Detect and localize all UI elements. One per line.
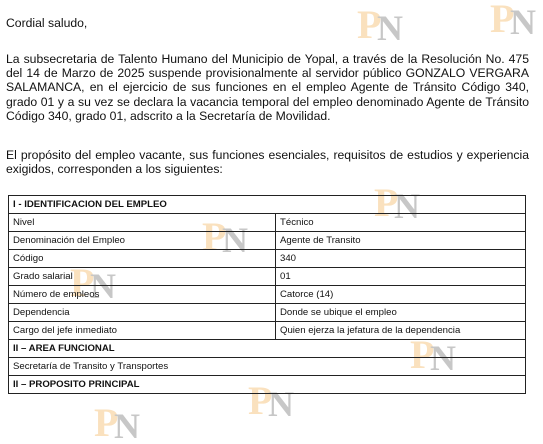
section-heading-area: II – AREA FUNCIONAL <box>9 340 526 358</box>
svg-text:P: P <box>70 260 95 304</box>
svg-text:P: P <box>202 214 227 258</box>
row-value: Técnico <box>276 214 526 232</box>
svg-text:N: N <box>90 266 116 304</box>
table-row <box>9 214 526 232</box>
table-row <box>9 304 526 322</box>
table-row <box>9 250 526 268</box>
svg-text:N: N <box>377 8 403 46</box>
job-identification-table <box>8 195 526 394</box>
table-row <box>9 232 526 250</box>
svg-text:N: N <box>394 186 420 224</box>
letter-greeting: Cordial saludo, <box>6 16 88 30</box>
row-value: Agente de Transito <box>276 232 526 250</box>
table-row <box>9 358 526 376</box>
row-label: Cargo del jefe inmediato <box>9 322 276 340</box>
row-label: Denominación del Empleo <box>9 232 276 250</box>
row-value: Quien ejerza la jefatura de la dependencia <box>276 322 526 340</box>
table-section-row <box>9 196 526 214</box>
svg-text:P: P <box>94 400 119 444</box>
svg-text:P: P <box>357 2 382 46</box>
svg-text:P: P <box>490 0 515 41</box>
letter-paragraph-purpose: El propósito del empleo vacante, sus funciones esenciales, requisitos de estudios y experiencia exigidos, corresponden a los siguientes: <box>6 148 529 177</box>
table-section-row <box>9 376 526 394</box>
row-value: Donde se ubique el empleo <box>276 304 526 322</box>
letter-paragraph-resolution: La subsecretaria de Talento Humano del Municipio de Yopal, a través de la Resolución No. 475 del 14 de Marzo de 2025 suspende provisionalmente al servidor público GONZALO VERGARA SALAMANCA, en el ejercicio de sus funciones en el empleo Agente de Tránsito Código 340, grado 01 y a su vez se declara la vacancia temporal del empleo denominado Agente de Tránsito Código 340, grado 01, adscrito a la Secretaría de Movilidad. <box>6 52 529 123</box>
svg-text:P: P <box>248 378 273 422</box>
section-heading-identification: I - IDENTIFICACION DEL EMPLEO <box>9 196 526 214</box>
svg-text:P: P <box>374 180 399 224</box>
row-label: Número de empleos <box>9 286 276 304</box>
table-section-row <box>9 340 526 358</box>
row-label: Nivel <box>9 214 276 232</box>
table-row <box>9 268 526 286</box>
svg-text:N: N <box>268 384 294 422</box>
svg-text:N: N <box>114 406 140 444</box>
svg-text:N: N <box>222 220 248 258</box>
table-row <box>9 322 526 340</box>
table-row <box>9 286 526 304</box>
row-value: Catorce (14) <box>276 286 526 304</box>
row-label: Grado salarial <box>9 268 276 286</box>
pn-watermark-icon <box>92 398 152 444</box>
svg-text:P: P <box>410 332 435 376</box>
svg-text:N: N <box>430 338 456 376</box>
section-heading-purpose: II – PROPOSITO PRINCIPAL <box>9 376 526 394</box>
row-value: 01 <box>276 268 526 286</box>
row-label: Código <box>9 250 276 268</box>
row-value: 340 <box>276 250 526 268</box>
svg-text:N: N <box>510 2 536 42</box>
row-label: Dependencia <box>9 304 276 322</box>
area-value: Secretaría de Transito y Transportes <box>9 358 526 376</box>
